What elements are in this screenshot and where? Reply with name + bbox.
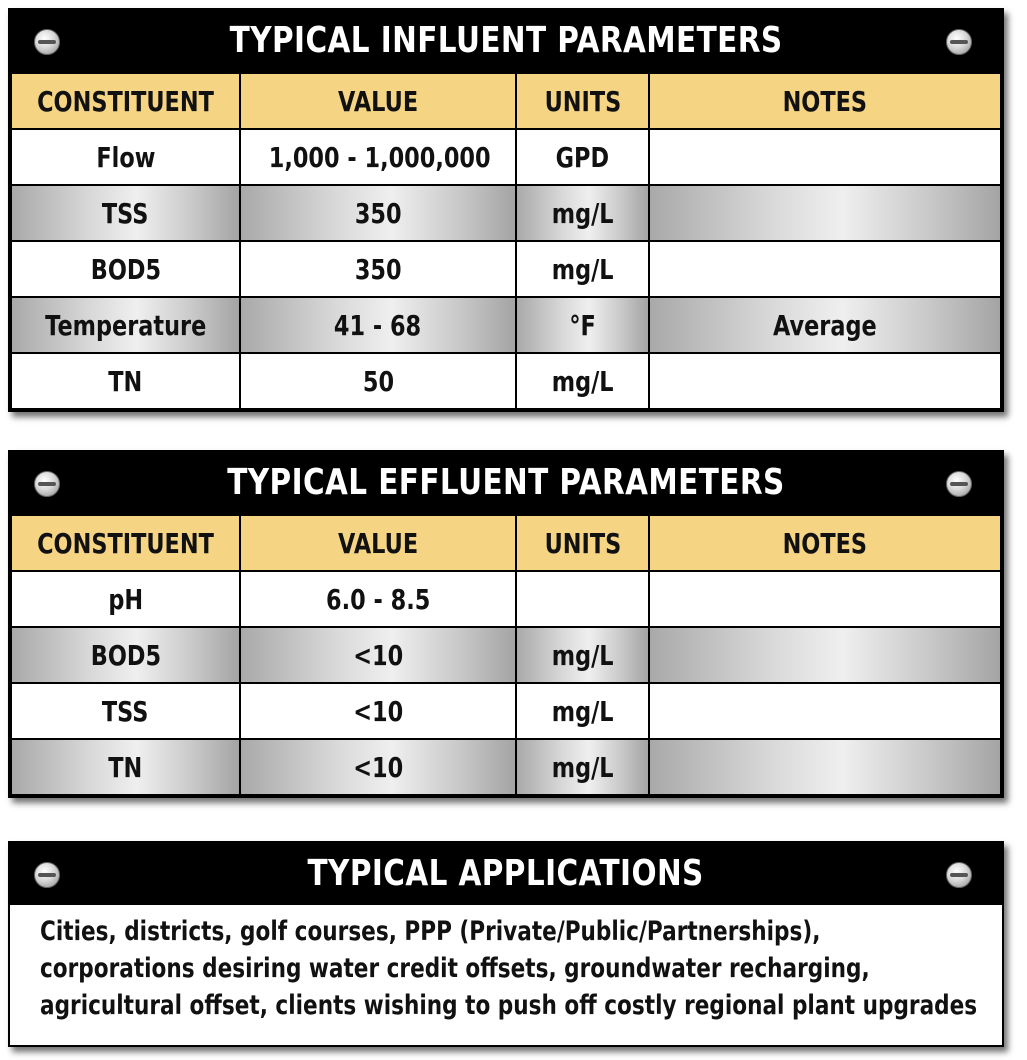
table-row [11,571,1001,627]
effluent-panel [8,450,1004,798]
notes-cell [649,353,1001,409]
applications-line: corporations desiring water credit offsets, groundwater recharging, [40,953,870,984]
value-cell: <10 [240,683,516,739]
notes-cell [649,241,1001,297]
value-cell: 50 [240,353,516,409]
applications-title-bar [10,843,1002,905]
header-units: UNITS [516,515,649,571]
units-cell: °F [516,297,649,353]
applications-title: TYPICAL APPLICATIONS [307,853,705,894]
applications-panel [8,841,1004,1047]
applications-text [10,905,1002,1045]
constituent-cell: TSS [11,683,240,739]
value-cell: 350 [240,185,516,241]
constituent-cell: Flow [11,129,240,185]
table-row [11,297,1001,353]
influent-title: TYPICAL INFLUENT PARAMETERS [229,20,783,61]
screw-icon [946,471,972,497]
constituent-cell: BOD5 [11,241,240,297]
notes-cell: Average [649,297,1001,353]
table-row [11,241,1001,297]
value-cell: <10 [240,739,516,795]
value-cell: 6.0 - 8.5 [240,571,516,627]
units-cell: mg/L [516,353,649,409]
screw-icon [34,862,60,888]
constituent-cell: TSS [11,185,240,241]
units-cell: mg/L [516,241,649,297]
effluent-title-bar [10,452,1002,514]
table-row [11,683,1001,739]
header-constituent: CONSTITUENT [11,73,240,129]
table-row [11,129,1001,185]
constituent-cell: pH [11,571,240,627]
units-cell: mg/L [516,739,649,795]
units-cell [516,571,649,627]
influent-panel [8,8,1004,412]
units-cell: mg/L [516,683,649,739]
constituent-cell: TN [11,739,240,795]
table-header-row [11,515,1001,571]
units-cell: GPD [516,129,649,185]
screw-icon [946,862,972,888]
table-row [11,739,1001,795]
header-constituent: CONSTITUENT [11,515,240,571]
notes-cell [649,185,1001,241]
units-cell: mg/L [516,185,649,241]
constituent-cell: Temperature [11,297,240,353]
table-row [11,185,1001,241]
screw-icon [34,471,60,497]
value-cell: 350 [240,241,516,297]
header-value: VALUE [240,73,516,129]
screw-icon [34,29,60,55]
influent-table [10,72,1002,410]
value-cell: 1,000 - 1,000,000 [240,129,516,185]
applications-line: agricultural offset, clients wishing to push off costly regional plant upgrades [40,990,978,1021]
value-cell: <10 [240,627,516,683]
notes-cell [649,571,1001,627]
units-cell: mg/L [516,627,649,683]
notes-cell [649,627,1001,683]
constituent-cell: BOD5 [11,627,240,683]
header-notes: NOTES [649,73,1001,129]
header-notes: NOTES [649,515,1001,571]
notes-cell [649,129,1001,185]
effluent-table [10,514,1002,796]
effluent-title: TYPICAL EFFLUENT PARAMETERS [227,462,785,503]
table-row [11,627,1001,683]
notes-cell [649,739,1001,795]
header-units: UNITS [516,73,649,129]
value-cell: 41 - 68 [240,297,516,353]
influent-title-bar [10,10,1002,72]
constituent-cell: TN [11,353,240,409]
table-row [11,353,1001,409]
screw-icon [946,29,972,55]
table-header-row [11,73,1001,129]
header-value: VALUE [240,515,516,571]
applications-line: Cities, districts, golf courses, PPP (Private/Public/Partnerships), [40,916,821,947]
notes-cell [649,683,1001,739]
